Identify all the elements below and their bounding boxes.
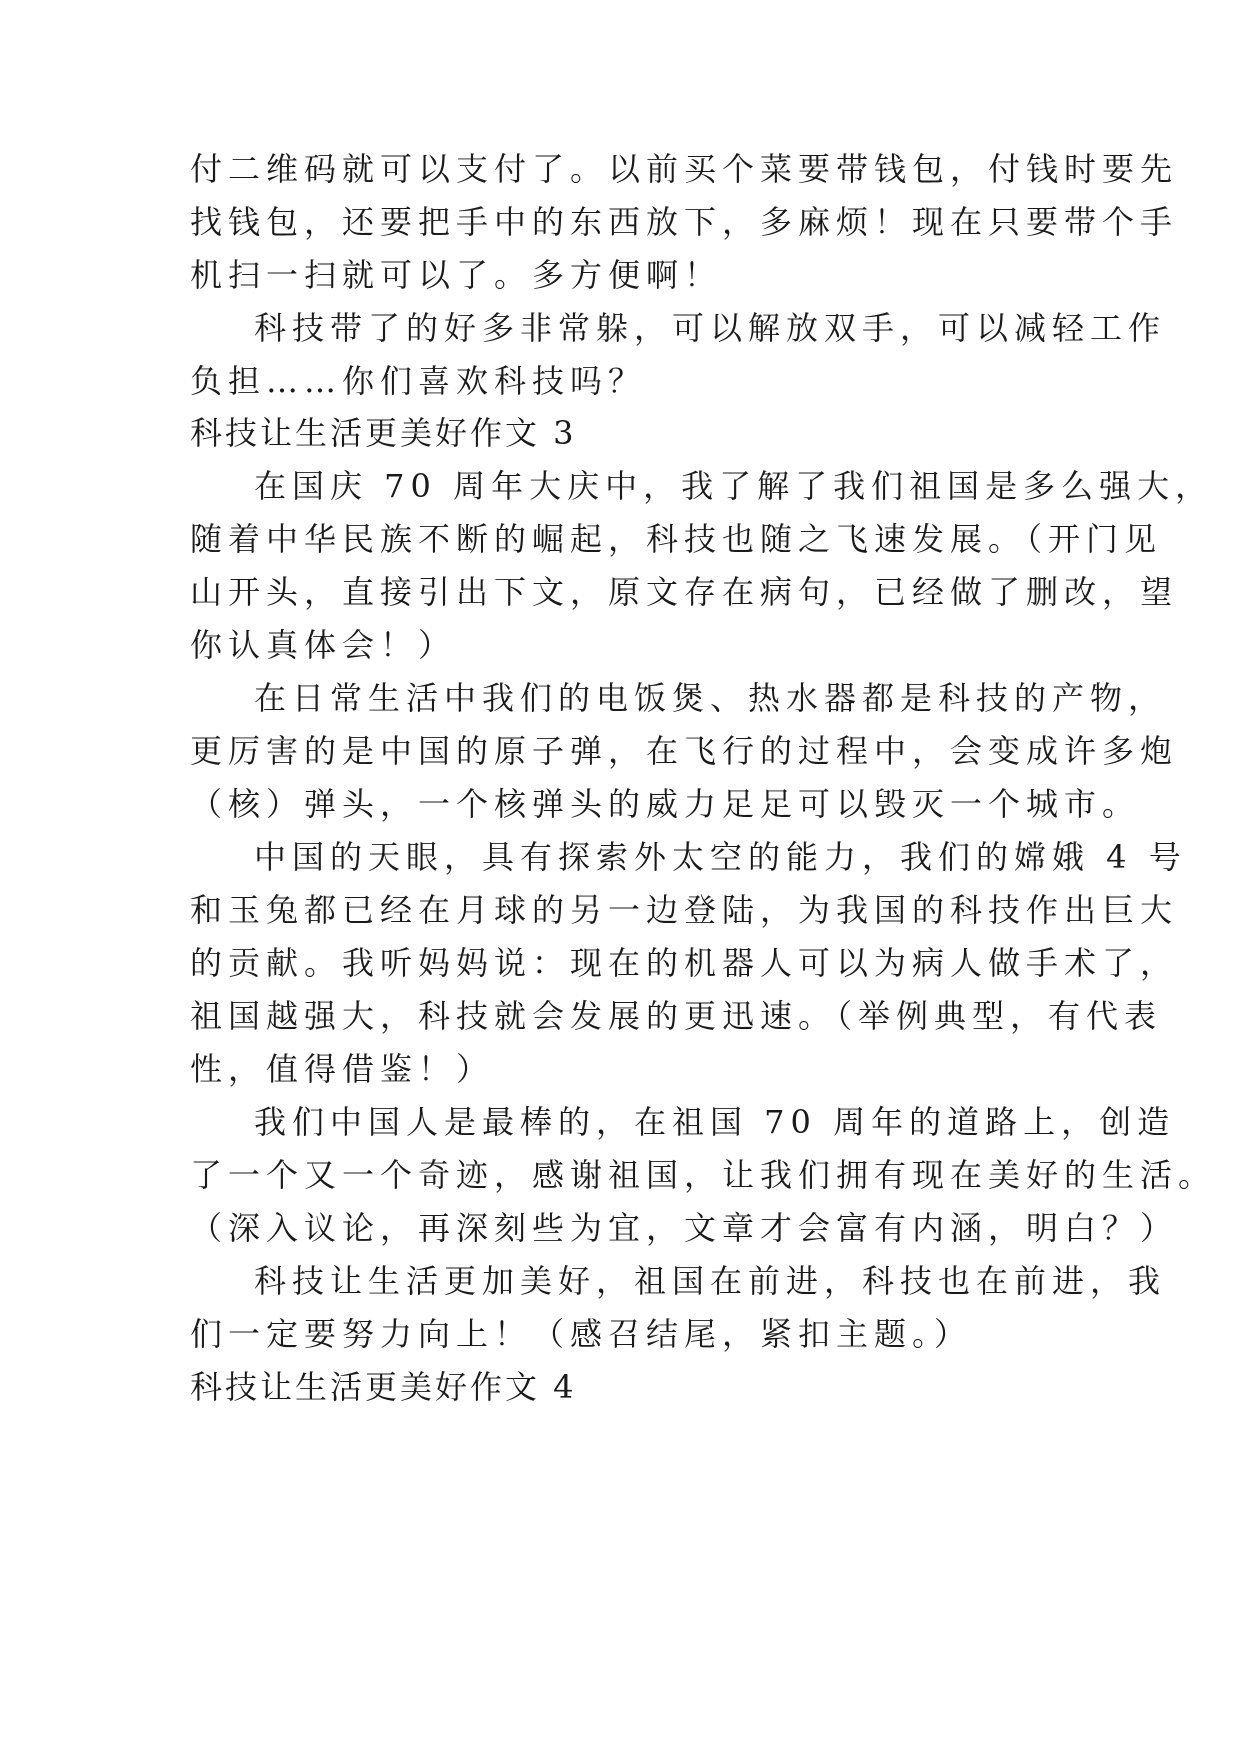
body-text-line: （深入议论，再深刻些为宜，文章才会富有内涵，明白？）	[190, 1209, 1179, 1247]
body-text-line: 找钱包，还要把手中的东西放下，多麻烦！现在只要带个手	[190, 203, 1179, 241]
body-text-line: 了一个又一个奇迹，感谢祖国，让我们拥有现在美好的生活。	[190, 1156, 1217, 1194]
body-text-line: 在国庆 70 周年大庆中，我了解了我们祖国是多么强大，	[254, 467, 1214, 505]
body-text-line: （核）弹头，一个核弹头的威力足足可以毁灭一个城市。	[190, 785, 1141, 823]
body-text-line: 和玉兔都已经在月球的另一边登陆，为我国的科技作出巨大	[190, 891, 1179, 929]
body-text-line: 在日常生活中我们的电饭煲、热水器都是科技的产物，	[254, 679, 1167, 717]
body-text-line: 更厉害的是中国的原子弹，在飞行的过程中，会变成许多炮	[190, 732, 1179, 770]
body-text-line: 科技带了的好多非常躲，可以解放双手，可以减轻工作	[254, 309, 1167, 347]
section-heading-4: 科技让生活更美好作文 4	[190, 1368, 577, 1406]
body-text-line: 科技让生活更加美好，祖国在前进，科技也在前进，我	[254, 1262, 1167, 1300]
body-text-line: 中国的天眼，具有探索外太空的能力，我们的嫦娥 4 号	[254, 838, 1187, 876]
body-text-line: 山开头，直接引出下文，原文存在病句，已经做了删改，望	[190, 573, 1179, 611]
body-text-line: 付二维码就可以支付了。以前买个菜要带钱包，付钱时要先	[190, 150, 1179, 188]
body-text-line: 们一定要努力向上！（感召结尾，紧扣主题。）	[190, 1315, 973, 1353]
section-heading-3: 科技让生活更美好作文 3	[190, 414, 577, 452]
body-text-line: 我们中国人是最棒的，在祖国 70 周年的道路上，创造	[254, 1103, 1176, 1141]
body-text-line: 机扫一扫就可以了。多方便啊！	[190, 256, 723, 294]
body-text-line: 祖国越强大，科技就会发展的更迅速。（举例典型，有代表	[190, 997, 1163, 1035]
body-text-line: 你认真体会！）	[190, 626, 457, 664]
body-text-line: 负担……你们喜欢科技吗？	[190, 362, 647, 400]
body-text-line: 性，值得借鉴！）	[190, 1050, 495, 1088]
body-text-line: 的贡献。我听妈妈说：现在的机器人可以为病人做手术了，	[190, 944, 1179, 982]
body-text-line: 随着中华民族不断的崛起，科技也随之飞速发展。（开门见	[190, 520, 1163, 558]
